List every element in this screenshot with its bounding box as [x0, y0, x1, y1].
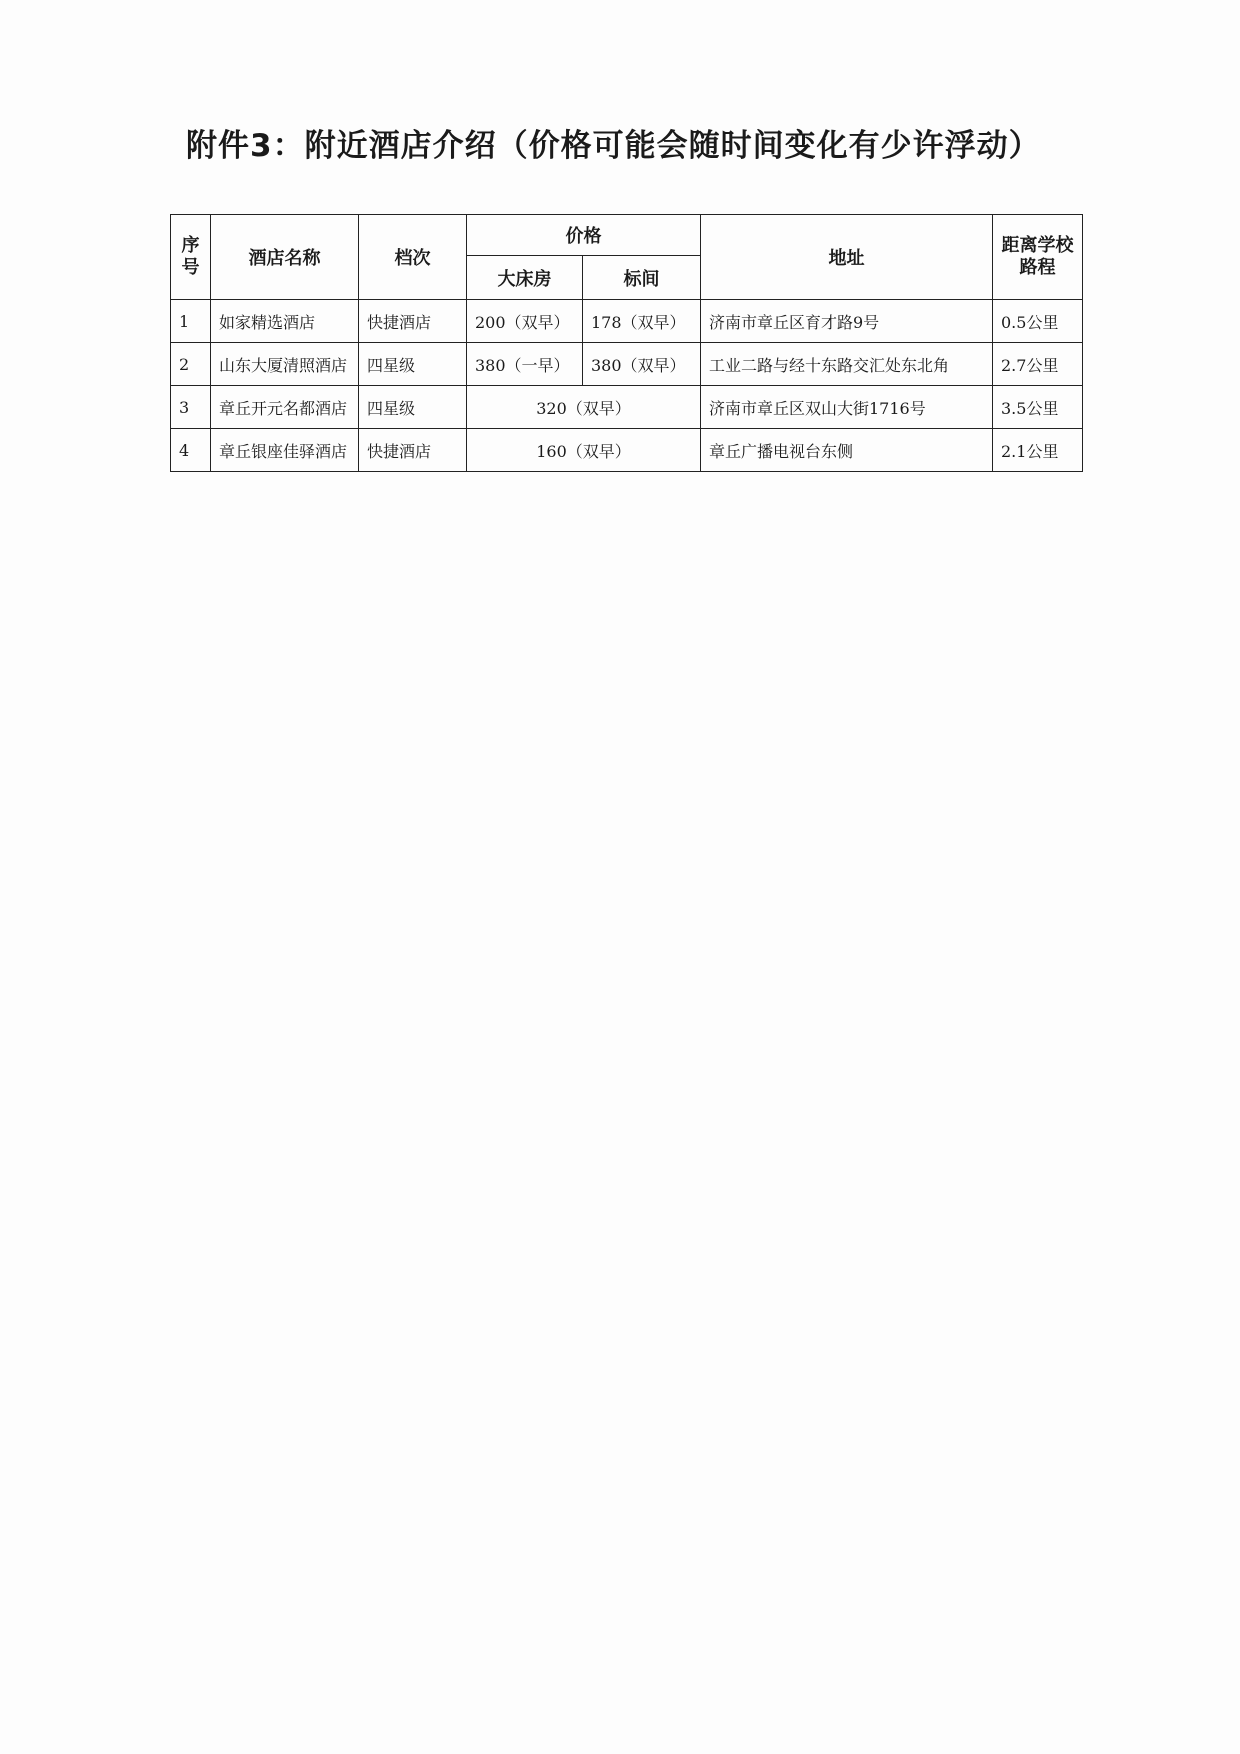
- table-row: [171, 300, 1083, 343]
- cell-address: 工业二路与经十东路交汇处东北角: [701, 343, 993, 386]
- cell-index: 4: [171, 429, 211, 472]
- cell-name: 章丘银座佳驿酒店: [211, 429, 359, 472]
- page-title: 附件3：附近酒店介绍（价格可能会随时间变化有少许浮动）: [186, 128, 1041, 164]
- header-name: 酒店名称: [211, 215, 359, 300]
- header-twin-room: 标间: [583, 256, 701, 300]
- cell-twin-price: 380（双早）: [583, 343, 701, 386]
- cell-grade: 四星级: [359, 343, 467, 386]
- table-row: [171, 386, 1083, 429]
- hotel-table: [170, 214, 1083, 472]
- cell-distance: 2.1公里: [993, 429, 1083, 472]
- cell-grade: 四星级: [359, 386, 467, 429]
- header-address: 地址: [701, 215, 993, 300]
- cell-name: 山东大厦清照酒店: [211, 343, 359, 386]
- cell-address: 济南市章丘区育才路9号: [701, 300, 993, 343]
- header-king-room: 大床房: [467, 256, 583, 300]
- cell-name: 如家精选酒店: [211, 300, 359, 343]
- header-price: 价格: [467, 215, 701, 256]
- header-distance: 距离学校路程: [993, 215, 1083, 300]
- cell-king-price: 380（一早）: [467, 343, 583, 386]
- cell-distance: 0.5公里: [993, 300, 1083, 343]
- cell-price: 160（双早）: [467, 429, 701, 472]
- table-row: [171, 429, 1083, 472]
- cell-distance: 3.5公里: [993, 386, 1083, 429]
- cell-name: 章丘开元名都酒店: [211, 386, 359, 429]
- cell-address: 济南市章丘区双山大街1716号: [701, 386, 993, 429]
- table-row: [171, 343, 1083, 386]
- cell-distance: 2.7公里: [993, 343, 1083, 386]
- cell-grade: 快捷酒店: [359, 429, 467, 472]
- cell-price: 320（双早）: [467, 386, 701, 429]
- cell-address: 章丘广播电视台东侧: [701, 429, 993, 472]
- cell-index: 3: [171, 386, 211, 429]
- cell-index: 1: [171, 300, 211, 343]
- cell-twin-price: 178（双早）: [583, 300, 701, 343]
- table-header-row: [171, 215, 1083, 256]
- cell-king-price: 200（双早）: [467, 300, 583, 343]
- header-index: 序号: [171, 215, 211, 300]
- cell-grade: 快捷酒店: [359, 300, 467, 343]
- cell-index: 2: [171, 343, 211, 386]
- header-grade: 档次: [359, 215, 467, 300]
